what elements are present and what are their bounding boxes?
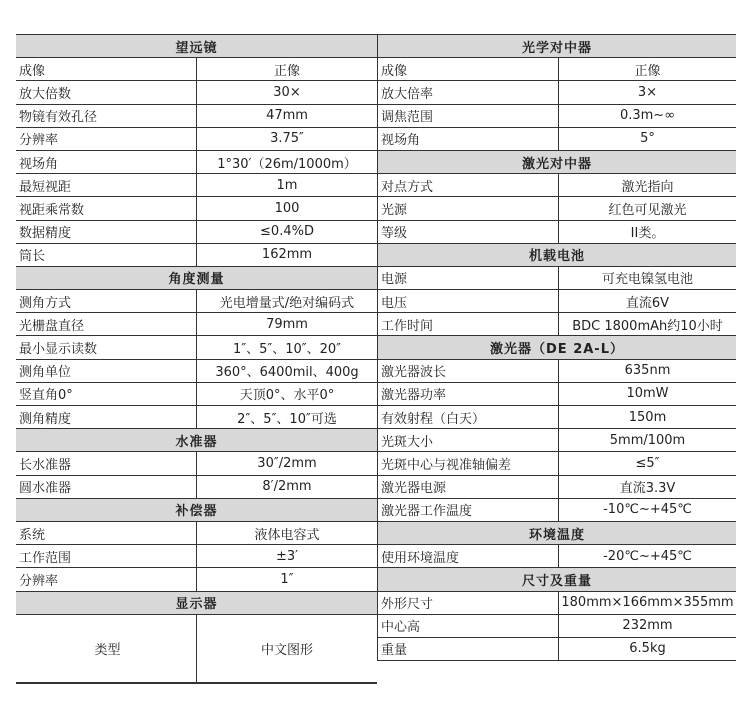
spec-row [378,267,736,290]
spec-row [16,58,377,81]
spec-row [16,128,377,151]
spec-value: ±3′ [275,548,299,564]
spec-row [16,244,377,267]
spec-value: 2″、5″、10″可选 [237,411,337,427]
spec-label: 测角单位 [16,360,197,382]
spec-label: 激光器波长 [378,360,559,382]
spec-row [378,58,736,81]
spec-value: 100 [274,200,300,216]
spec-value: 180mm×166mm×355mm [561,595,734,611]
section-header: 补偿器 [16,499,377,522]
spec-label: 外形尺寸 [378,592,559,614]
spec-label: 等级 [378,221,559,243]
spec-value: -10℃~+45℃ [603,502,692,518]
spec-label: 中心高 [378,615,559,637]
spec-row [16,545,377,568]
spec-value: 0.3m~∞ [619,108,676,124]
spec-label: 放大倍率 [378,81,559,103]
spec-row [16,151,377,174]
spec-row [16,522,377,545]
spec-value: ≤5″ [635,455,660,471]
spec-row [16,452,377,475]
section-header: 显示器 [16,592,377,615]
spec-row [16,406,377,429]
spec-value: II类。 [630,226,665,242]
spec-row [378,499,736,522]
spec-label: 视场角 [378,128,559,150]
section-header: 角度测量 [16,267,377,290]
spec-value: ≤0.4%D [260,224,314,240]
spec-value: 1″ [280,571,294,587]
spec-row [16,81,377,104]
spec-label: 放大倍数 [16,81,197,103]
spec-value: 直流6V [625,295,670,311]
spec-label: 最小显示读数 [16,336,197,358]
spec-value: 5° [640,131,655,147]
spec-value: 可充电镍氢电池 [601,272,693,288]
spec-label: 圆水准器 [16,476,197,498]
section-header: 环境温度 [378,522,736,545]
spec-value: 30× [273,84,301,100]
spec-row [378,592,736,615]
spec-value: 79mm [266,316,308,332]
section-header: 机载电池 [378,244,736,267]
spec-label: 激光器功率 [378,383,559,405]
spec-label: 重量 [378,638,559,660]
spec-row [378,128,736,151]
spec-value: 150m [628,409,667,425]
spec-value: -20℃~+45℃ [603,548,692,564]
spec-value: 8′/2mm [262,479,312,495]
spec-value: 635nm [624,363,671,379]
spec-row [378,545,736,568]
spec-label: 激光器电源 [378,476,559,498]
spec-label: 筒长 [16,244,197,266]
spec-label: 物镜有效孔径 [16,105,197,127]
spec-label: 光斑中心与视准轴偏差 [378,452,559,474]
spec-row [16,105,377,128]
section-header: 激光器（DE 2A-L） [378,336,736,359]
spec-value: 3× [637,84,658,100]
spec-row [378,221,736,244]
spec-label: 激光器工作温度 [378,499,559,521]
spec-label: 有效射程（白天） [378,406,559,428]
section-header: 水准器 [16,429,377,452]
spec-row [378,81,736,104]
spec-value: 47mm [266,108,308,124]
spec-label: 电压 [378,290,559,312]
spec-row [378,429,736,452]
section-header: 望远镜 [16,35,377,58]
spec-label: 类型 [16,615,197,683]
left-column [16,34,377,684]
spec-value: BDC 1800mAh约10小时 [572,318,723,334]
spec-row [378,476,736,499]
spec-label: 测角精度 [16,406,197,428]
spec-value: 直流3.3V [619,481,676,497]
spec-value: 光电增量式/绝对编码式 [219,295,355,311]
spec-row [378,105,736,128]
spec-row [378,406,736,429]
spec-row [378,313,736,336]
spec-row [378,360,736,383]
spec-value: 液体电容式 [254,527,320,543]
spec-row [16,360,377,383]
spec-label: 长水准器 [16,452,197,474]
spec-row [16,197,377,220]
section-header: 尺寸及重量 [378,568,736,591]
spec-value: 10mW [626,386,669,402]
spec-row [378,197,736,220]
spec-value: 30″/2mm [257,455,317,471]
spec-row [16,313,377,336]
spec-label: 光源 [378,197,559,219]
spec-value: 3.75″ [270,131,304,147]
spec-row [378,174,736,197]
spec-row [378,615,736,638]
section-header: 激光对中器 [378,151,736,174]
spec-value: 红色可见激光 [608,202,687,218]
spec-label: 成像 [16,58,197,80]
spec-value: 正像 [273,63,300,79]
section-header: 光学对中器 [378,35,736,58]
spec-label: 测角方式 [16,290,197,312]
spec-value: 360°、6400mil、400g [215,365,359,381]
spec-value: 正像 [634,63,661,79]
spec-row [16,615,377,685]
spec-label: 数据精度 [16,221,197,243]
spec-label: 光斑大小 [378,429,559,451]
spec-row [16,336,377,359]
spec-value: 天顶0°、水平0° [239,388,335,404]
spec-label: 分辨率 [16,568,197,590]
spec-value: 1m [276,177,298,193]
spec-label: 对点方式 [378,174,559,196]
spec-value: 激光指向 [621,179,674,195]
spec-label: 成像 [378,58,559,80]
spec-label: 系统 [16,522,197,544]
spec-row [378,638,736,661]
spec-row [16,476,377,499]
spec-row [16,174,377,197]
spec-label: 分辨率 [16,128,197,150]
spec-value: 6.5kg [629,641,666,657]
spec-row [378,383,736,406]
spec-label: 工作时间 [378,313,559,335]
spec-value: 232mm [622,618,673,634]
spec-row [378,290,736,313]
spec-value: 1″、5″、10″、20″ [232,342,342,358]
spec-label: 视距乘常数 [16,197,197,219]
spec-label: 最短视距 [16,174,197,196]
spec-label: 工作范围 [16,545,197,567]
spec-row [16,568,377,591]
spec-value: 中文图形 [260,642,313,658]
spec-label: 电源 [378,267,559,289]
spec-row [16,383,377,406]
spec-label: 使用环境温度 [378,545,559,567]
right-column [377,34,736,661]
spec-label: 视场角 [16,151,197,173]
spec-label: 光栅盘直径 [16,313,197,335]
spec-value: 1°30′（26m/1000m） [217,156,357,172]
spec-label: 调焦范围 [378,105,559,127]
spec-value: 162mm [261,247,313,263]
spec-row [16,221,377,244]
spec-value: 5mm/100m [609,432,686,448]
spec-row [16,290,377,313]
spec-row [378,452,736,475]
spec-label: 竖直角0° [16,383,197,405]
